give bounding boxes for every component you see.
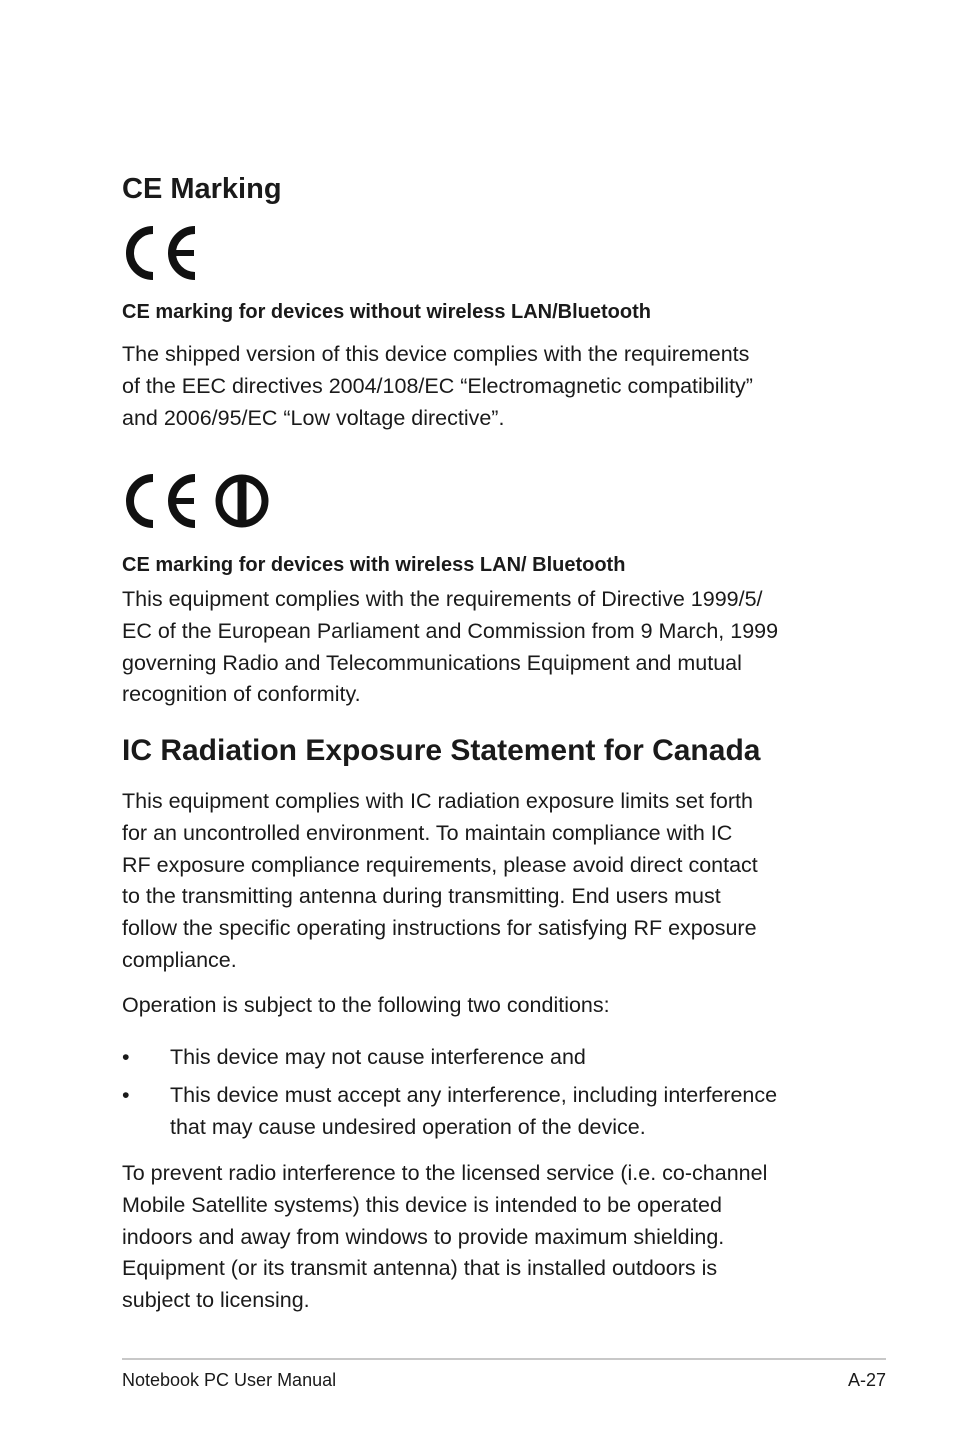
bullet-marker: • (122, 1083, 130, 1107)
bullet-text: This device must accept any interference, including interference that may cause undesired operation of the device. (170, 1083, 778, 1139)
ic-radiation-heading: IC Radiation Exposure Statement for Canada (122, 734, 761, 767)
footer-title: Notebook PC User Manual (122, 1370, 337, 1390)
page-number: A-27 (847, 1370, 886, 1390)
bullet-text: This device may not cause interference and (170, 1045, 586, 1069)
bullet-marker: • (122, 1045, 130, 1069)
ce-no-wireless-paragraph: The shipped version of this device complies with the requirements of the EEC directives 2004/108/EC “Electromagnetic compatibility” and 2006/95/EC “Low voltage directive”. (122, 342, 753, 430)
ce-marking-heading: CE Marking (122, 173, 282, 205)
ce-wireless-paragraph: This equipment complies with the requirements of Directive 1999/5/ EC of the European Parliament and Commission from 9 March, 1999 governing Radio and Telecommunications Equipment and mutual recognition of conformity. (122, 587, 779, 707)
ce-mark-wireless-icon (122, 474, 272, 528)
ce-mark-icon (122, 226, 200, 280)
footer-rule (122, 1358, 886, 1360)
ce-wireless-subheading: CE marking for devices with wireless LAN/ Bluetooth (122, 554, 626, 576)
alert-circle-icon (219, 478, 265, 524)
ce-no-wireless-subheading: CE marking for devices without wireless LAN/Bluetooth (122, 301, 651, 323)
list-item (122, 1080, 852, 1144)
ic-paragraph-3: To prevent radio interference to the licensed service (i.e. co-channel Mobile Satellite systems) this device is intended to be operated indoors and away from windows to provide maximum shielding. Equipment (or its transmit antenna) that is installed outdoors is subject to licensing. (122, 1161, 768, 1313)
list-item (122, 1042, 852, 1074)
ic-paragraph-2: Operation is subject to the following two conditions: (122, 993, 610, 1017)
ic-paragraph-1: This equipment complies with IC radiation exposure limits set forth for an uncontrolled environment. To maintain compliance with IC RF exposure compliance requirements, please avoid direct contact to the transmitting antenna during transmitting. End users must follow the specific operating instructions for satisfying RF exposure compliance. (122, 789, 758, 972)
